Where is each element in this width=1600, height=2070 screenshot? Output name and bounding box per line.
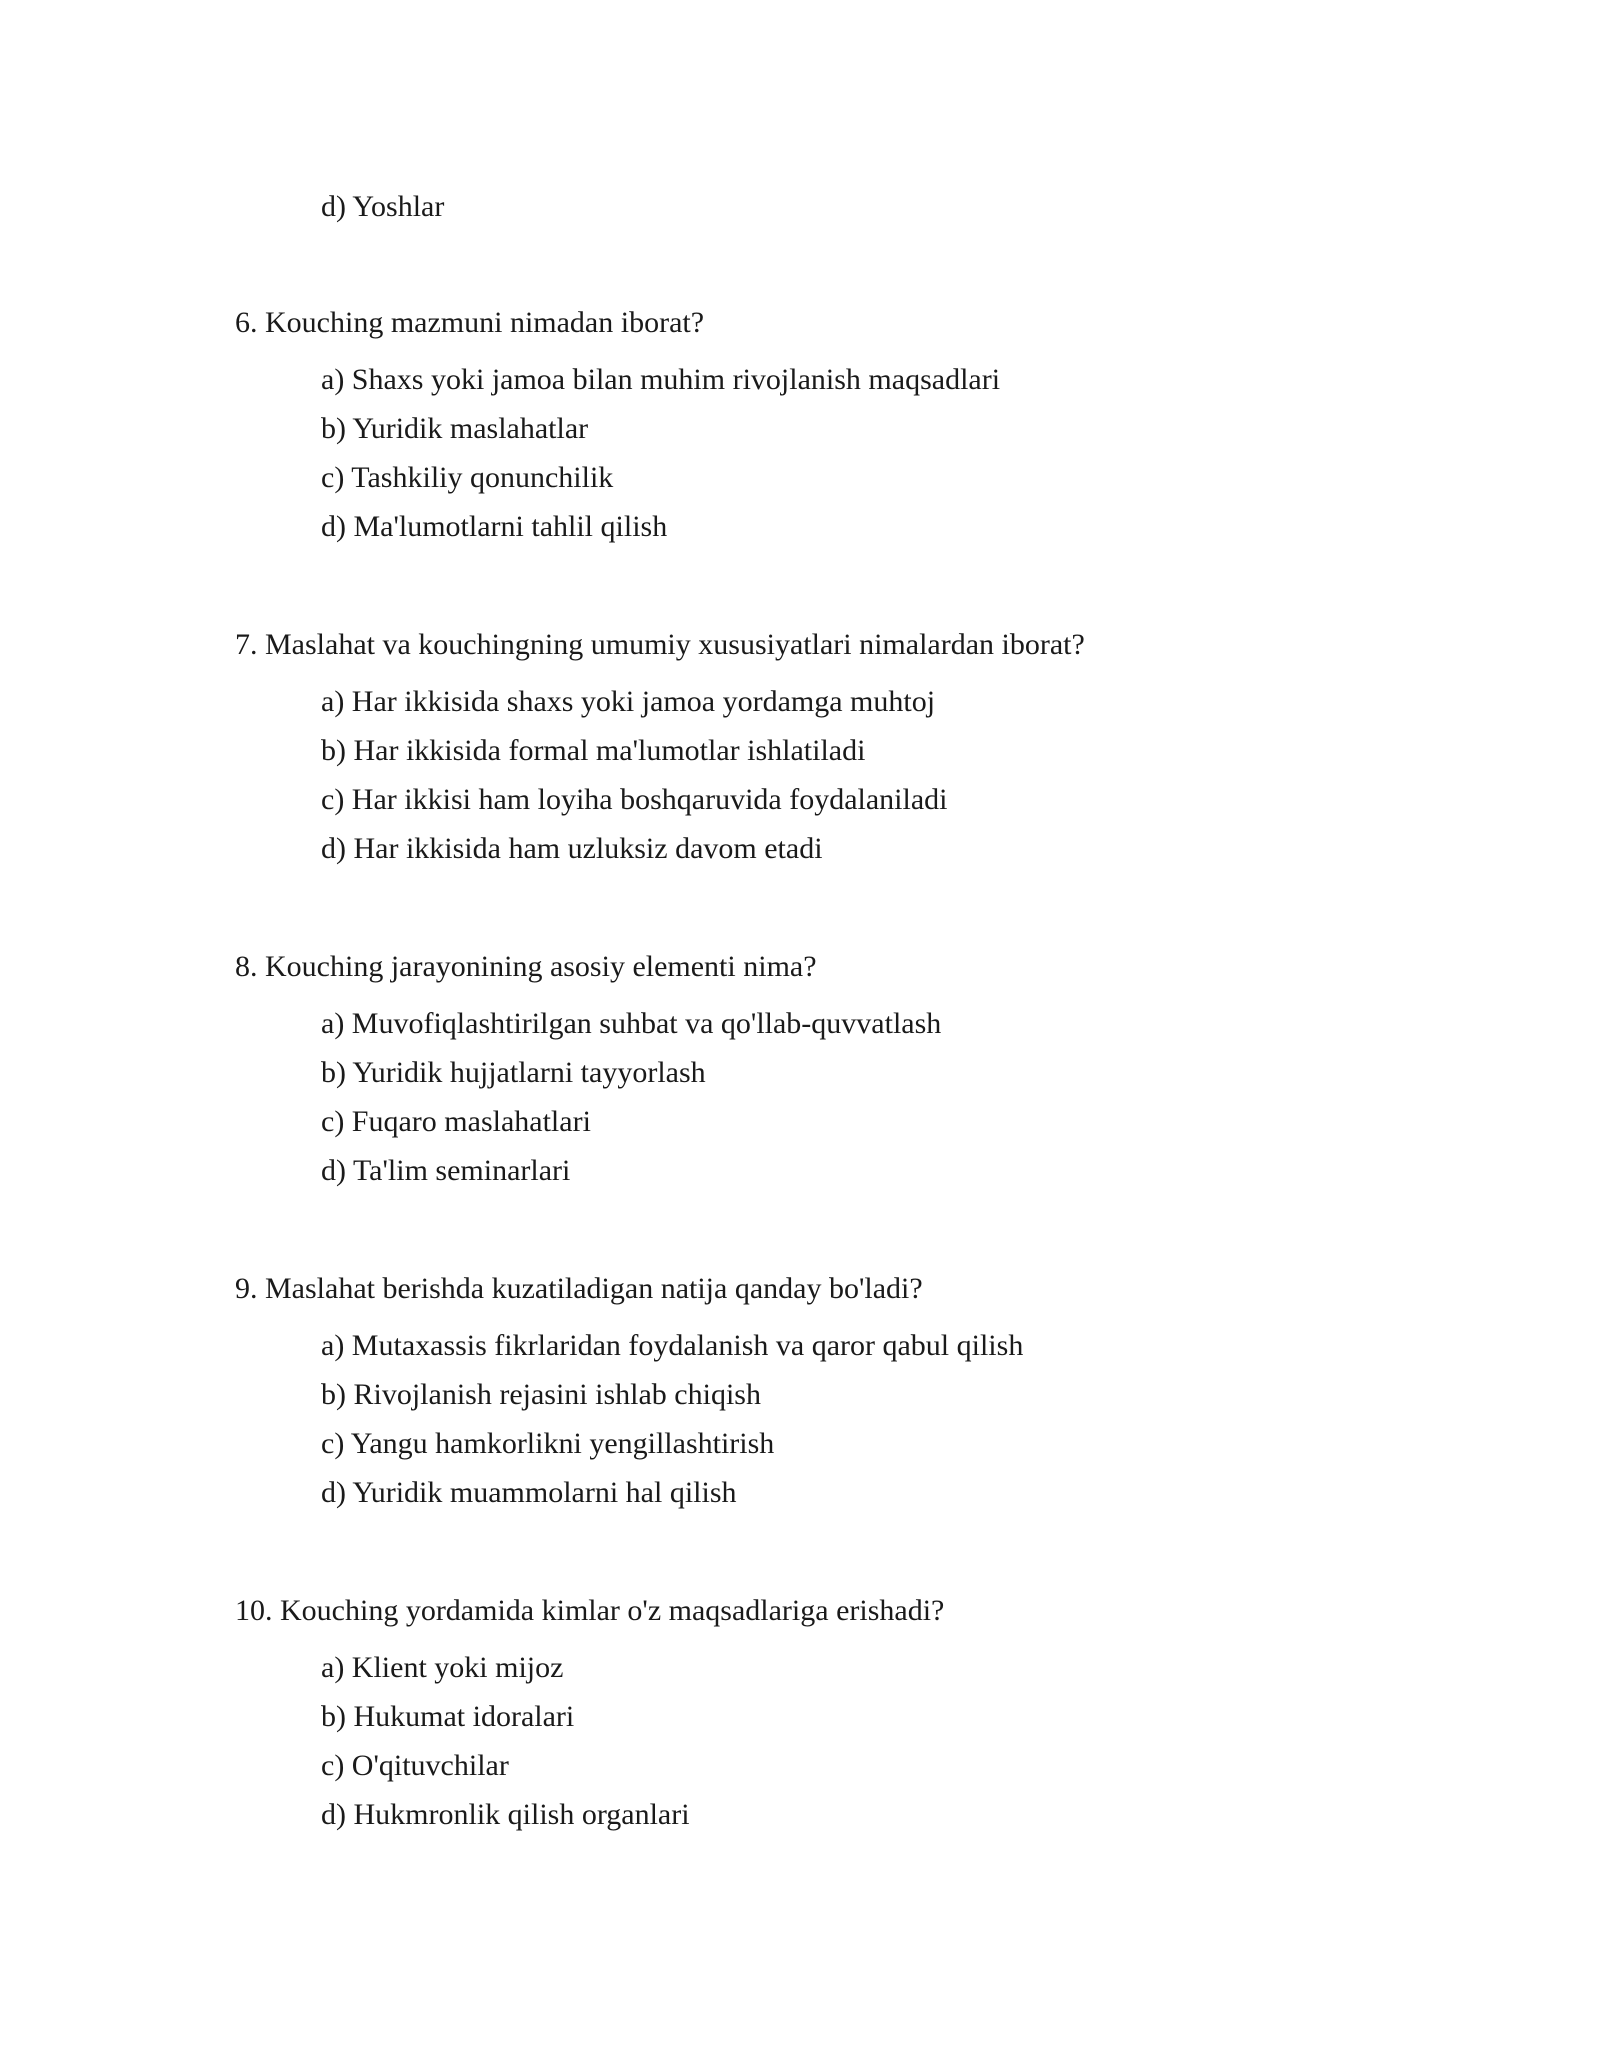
question-text: 8. Kouching jarayonining asosiy elementi nima? (235, 950, 817, 983)
question-text: 9. Maslahat berishda kuzatiladigan natija qanday bo'ladi? (235, 1272, 923, 1305)
answer-option: d) Hukmronlik qilish organlari (321, 1798, 690, 1831)
answer-option: b) Yuridik hujjatlarni tayyorlash (321, 1056, 706, 1089)
lead-option: d) Yoshlar (321, 190, 445, 223)
answer-option: a) Klient yoki mijoz (321, 1651, 564, 1684)
answer-option: c) O'qituvchilar (321, 1749, 509, 1782)
question-text: 10. Kouching yordamida kimlar o'z maqsadlariga erishadi? (235, 1594, 945, 1627)
answer-option: c) Tashkiliy qonunchilik (321, 461, 614, 494)
answer-option: b) Hukumat idoralari (321, 1700, 575, 1733)
answer-option: d) Ma'lumotlarni tahlil qilish (321, 510, 668, 543)
question-text: 6. Kouching mazmuni nimadan iborat? (235, 306, 705, 339)
answer-option: b) Rivojlanish rejasini ishlab chiqish (321, 1378, 761, 1411)
answer-option: a) Muvofiqlashtirilgan suhbat va qo'llab-quvvatlash (321, 1007, 942, 1040)
question-text: 7. Maslahat va kouchingning umumiy xususiyatlari nimalardan iborat? (235, 628, 1085, 661)
answer-option: c) Fuqaro maslahatlari (321, 1105, 591, 1138)
answer-option: c) Yangu hamkorlikni yengillashtirish (321, 1427, 775, 1460)
answer-option: a) Mutaxassis fikrlaridan foydalanish va qaror qabul qilish (321, 1329, 1024, 1362)
answer-option: d) Ta'lim seminarlari (321, 1154, 571, 1187)
answer-option: d) Yuridik muammolarni hal qilish (321, 1476, 737, 1509)
answer-option: d) Har ikkisida ham uzluksiz davom etadi (321, 832, 823, 865)
answer-option: c) Har ikkisi ham loyiha boshqaruvida foydalaniladi (321, 783, 948, 816)
answer-option: b) Yuridik maslahatlar (321, 412, 589, 445)
answer-option: a) Shaxs yoki jamoa bilan muhim rivojlanish maqsadlari (321, 363, 1001, 396)
answer-option: b) Har ikkisida formal ma'lumotlar ishlatiladi (321, 734, 866, 767)
answer-option: a) Har ikkisida shaxs yoki jamoa yordamga muhtoj (321, 685, 936, 718)
